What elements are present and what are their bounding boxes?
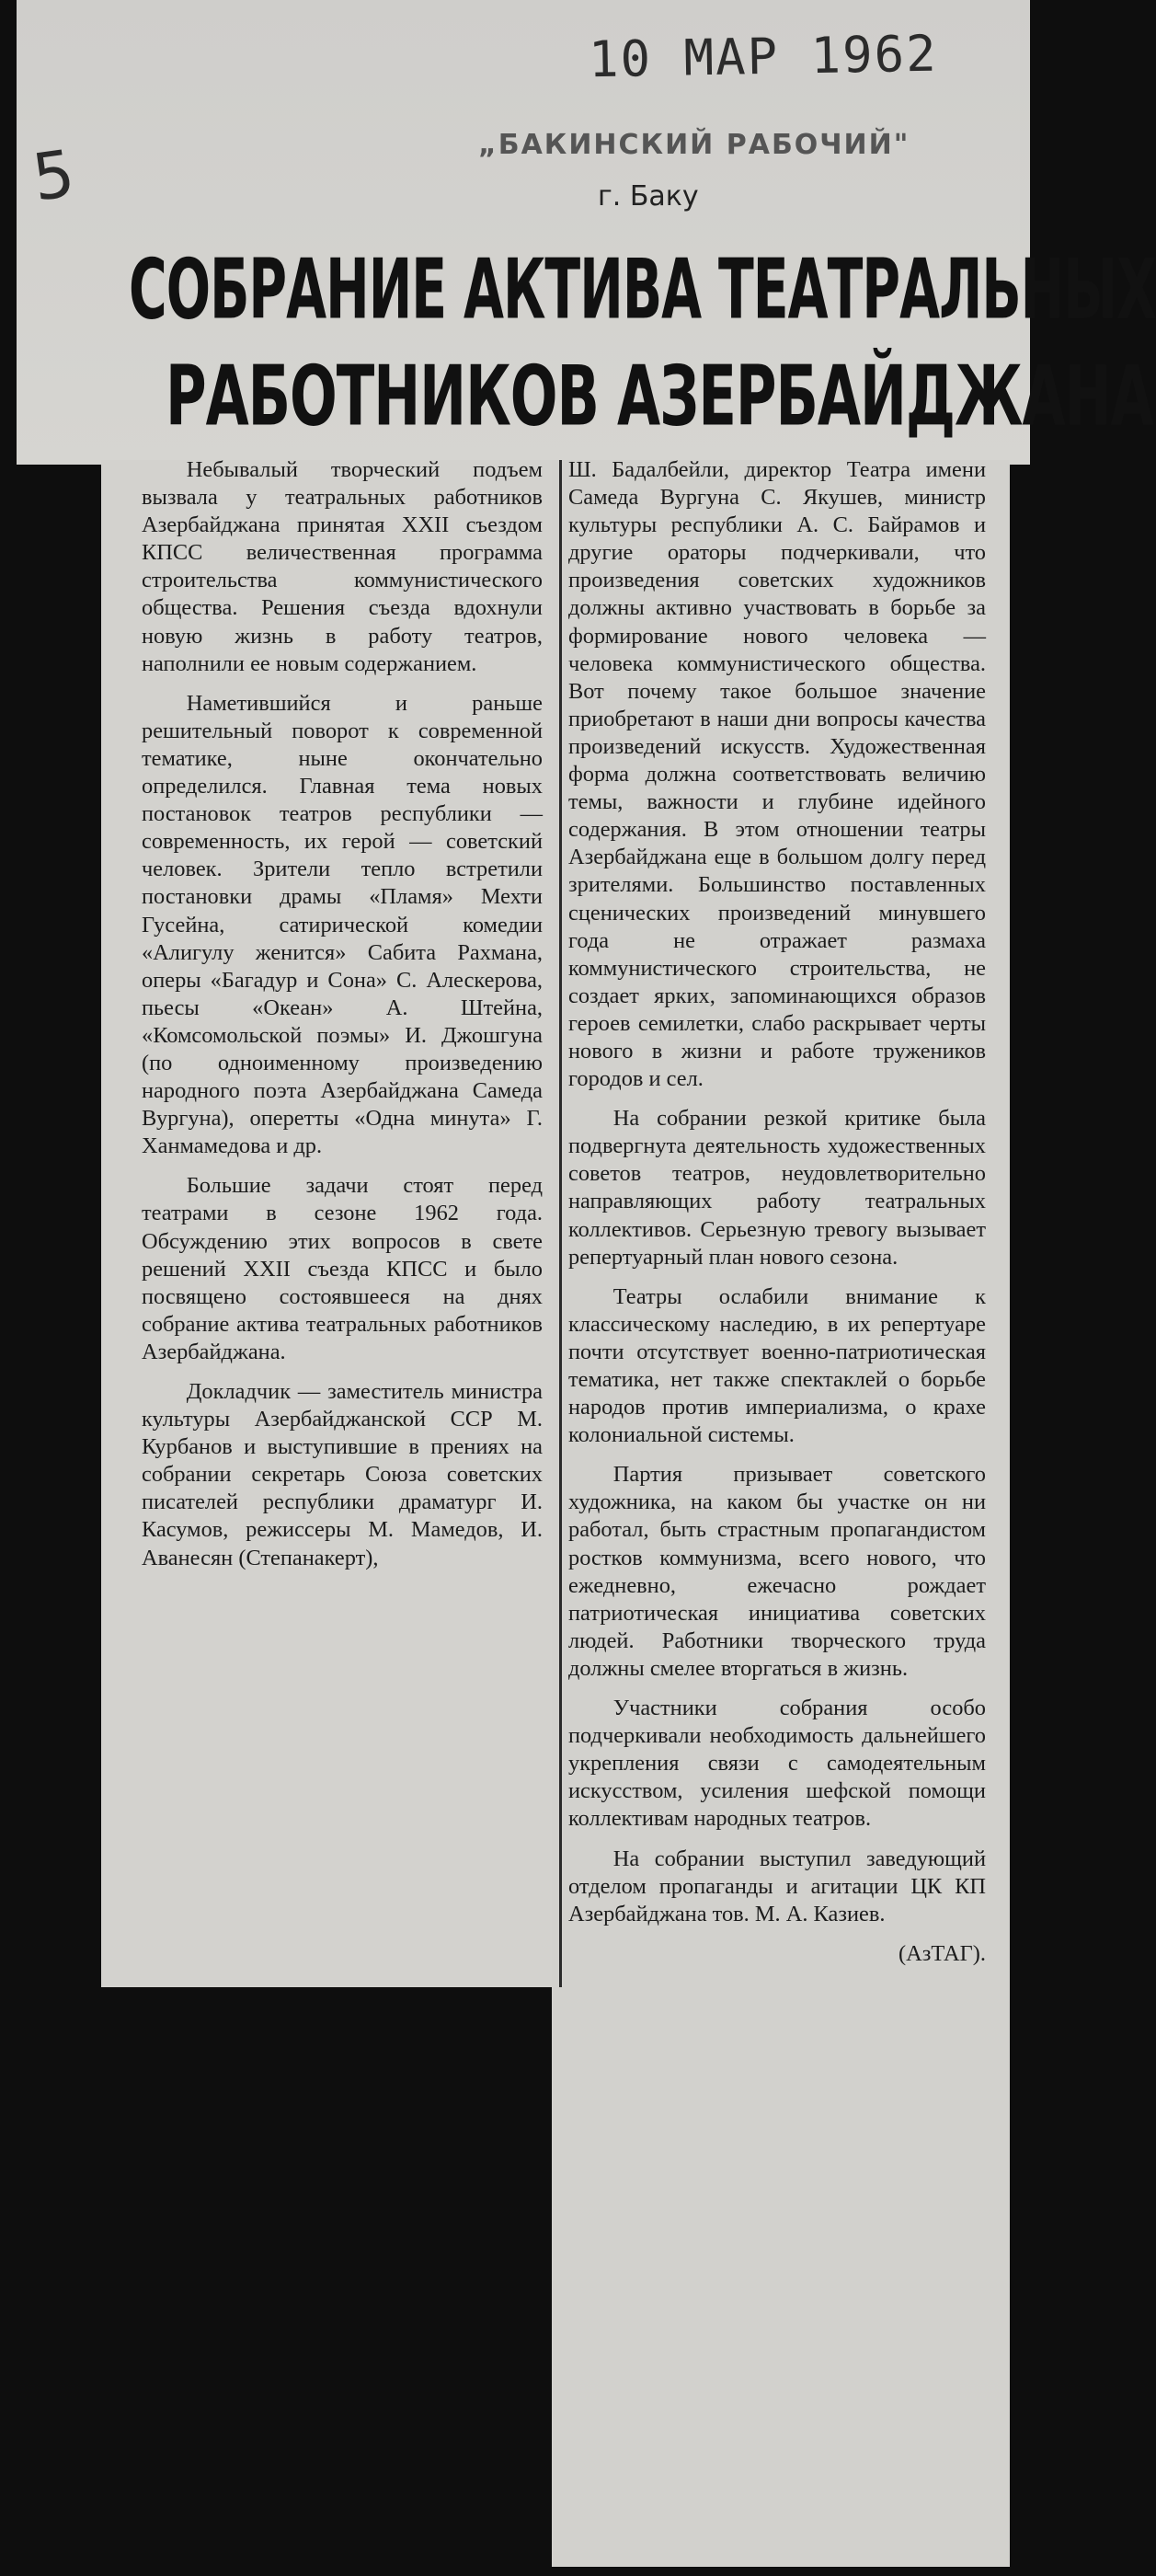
article-paragraph: На собрании выступил заведующий отделом пропаганды и агитации ЦК КП Азербайджана тов. М. А. Казиев. [568, 1846, 986, 1926]
handwritten-mark: 5 [28, 135, 80, 216]
article-right-column [568, 456, 986, 1980]
article-paragraph: Ш. Бадалбейли, директор Театра имени Самеда Вургуна С. Якушев, министр культуры республики А. С. Байрамов и другие ораторы подчеркивали, что произведения советских художников должны активно участвовать в борьбе за формирование нового человека — человека коммунистического общества. Вот почему такое большое значение приобретают в наши дни вопросы качества произведений искусств. Художественная форма должна соответствовать величию темы, важности и глубине идейного содержания. В этом отношении театры Азербайджана еще в большом долгу перед зрителями. Большинство поставленных сценических произведений минувшего года не отражает размаха коммунистического строительства, не создает ярких, запоминающихся образов героев семилетки, слабо раскрывает черты нового в жизни и работе тружеников городов и сел. [568, 457, 986, 1092]
column-divider [559, 460, 562, 1987]
handwritten-date: 10 МАР 1962 [588, 24, 939, 89]
headline-line-2: РАБОТНИКОВ АЗЕРБАЙДЖАНА [166, 348, 1153, 445]
article-paragraph: Наметившийся и раньше решительный поворот к современной тематике, ныне окончательно определился. Главная тема новых постановок театров республики — современность, их герой — советский человек. Зрители тепло встретили постановки драмы «Пламя» Мехти Гусейна, сатирической комедии «Алигулу женится» Сабита Рахмана, оперы «Багадур и Сона» С. Алескерова, пьесы «Океан» А. Штейна, «Комсомольской поэмы» И. Джошгуна (по одноименному произведению народного поэта Азербайджана Самеда Вургуна), оперетты «Одна минута» Г. Ханмамедова и др. [142, 690, 543, 1159]
article-paragraph: На собрании резкой критике была подвергнута деятельность художественных советов театров, неудовлетворительно направляющих работу театральных коллективов. Серьезную тревогу вызывает репертуарный план нового сезона. [568, 1106, 986, 1270]
newspaper-city: г. Баку [598, 180, 699, 213]
article-paragraph: Театры ослабили внимание к классическому наследию, в их репертуаре почти отсутствует военно-патриотическая тематика, нет также спектаклей о борьбе народов против империализма, о крахе колониальной системы. [568, 1283, 986, 1448]
article-paragraph: Участники собрания особо подчеркивали необходимость дальнейшего укрепления связи с самодеятельным искусством, усиления шефской помощи коллективам народных театров. [568, 1696, 986, 1832]
article-paragraph: Большие задачи стоят перед театрами в сезоне 1962 года. Обсуждению этих вопросов в свете решений XXII съезда КПСС и было посвящено состоявшееся на днях собрание актива театральных работников Азербайджана. [142, 1173, 543, 1364]
newspaper-source: „БАКИНСКИЙ РАБОЧИЙ" [478, 129, 910, 161]
headline-line-1: СОБРАНИЕ АКТИВА ТЕАТРАЛЬНЫХ [129, 241, 1156, 339]
article-paragraph: Докладчик — заместитель министра культуры Азербайджанской ССР М. Курбанов и выступившие в прениях на собрании секретарь Союза советских писателей республики драматург И. Касумов, режиссеры М. Мамедов, И. Аванесян (Степанакерт), [142, 1379, 543, 1570]
article-paragraph: Небывалый творческий подъем вызвала у театральных работников Азербайджана принятая XXII съездом КПСС величественная программа строительства коммунистического общества. Решения съезда вдохнули новую жизнь в работу театров, наполнили ее новым содержанием. [142, 457, 543, 676]
article-left-column [142, 456, 543, 1584]
article-signature: (АзТАГ). [898, 1940, 986, 1966]
article-paragraph: Партия призывает советского художника, на каком бы участке он ни работал, быть страстным пропагандистом ростков коммунизма, всего нового, что ежедневно, ежечасно рождает патриотическая инициатива советских людей. Работники творческого труда должны смелее вторгаться в жизнь. [568, 1462, 986, 1681]
